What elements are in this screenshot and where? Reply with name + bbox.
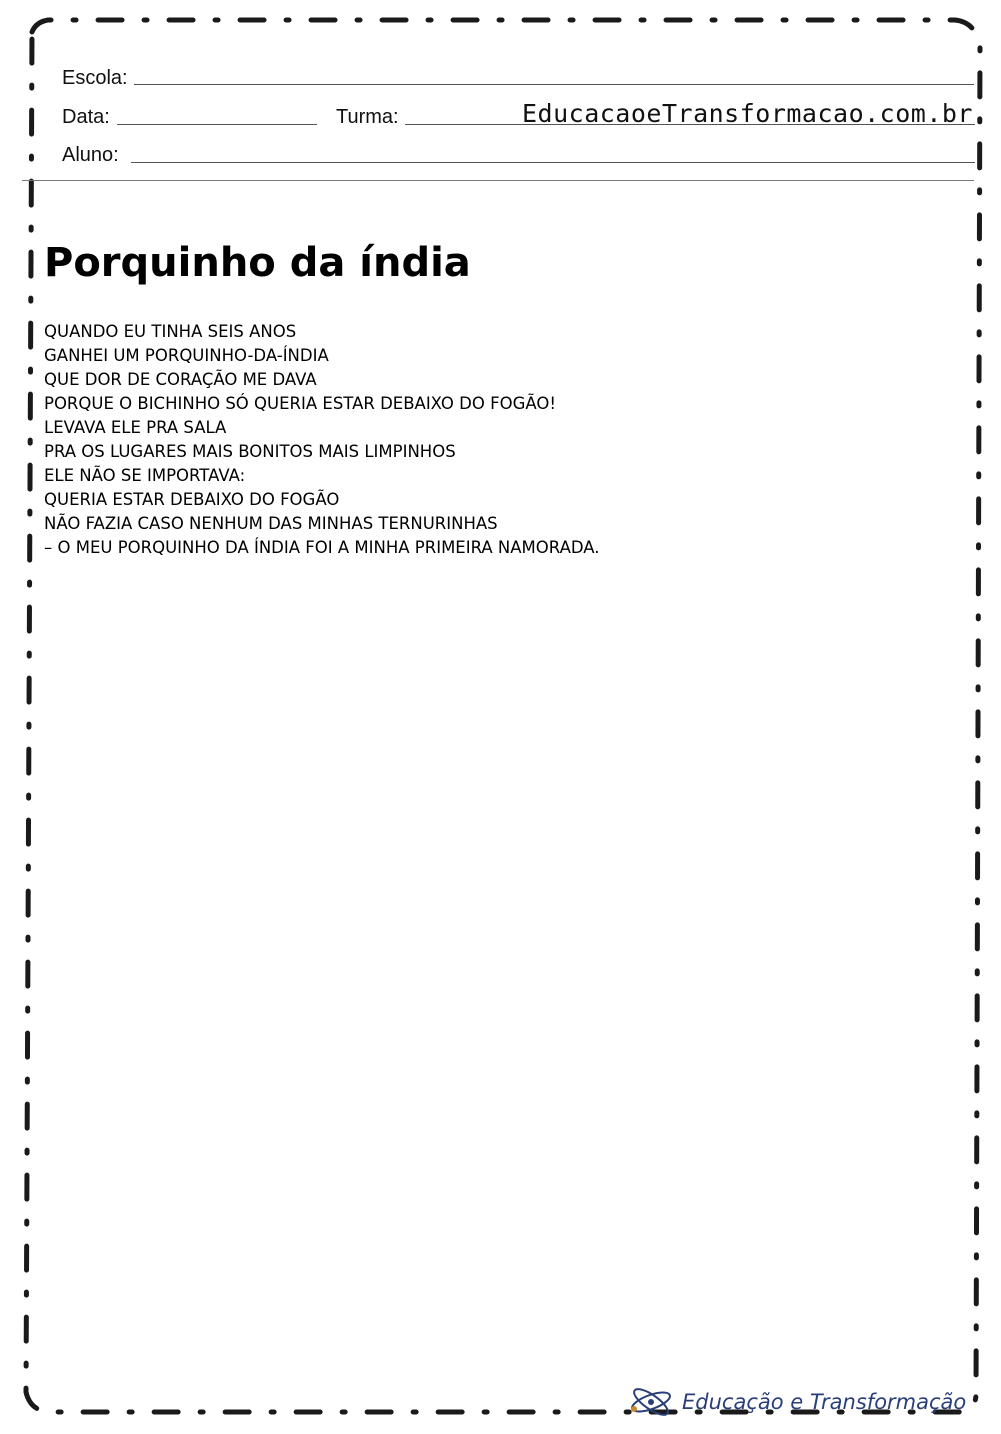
poem-line: GANHEI UM PORQUINHO-DA-ÍNDIA — [44, 346, 329, 365]
poem-line: ELE NÃO SE IMPORTAVA: — [44, 466, 246, 485]
poem-text — [44, 320, 600, 560]
header-divider — [22, 180, 974, 181]
brand-footer — [628, 1385, 966, 1419]
poem-line: QUE DOR DE CORAÇÃO ME DAVA — [44, 370, 317, 389]
poem-line: NÃO FAZIA CASO NENHUM DAS MINHAS TERNURINHAS — [44, 514, 498, 533]
student-label: Aluno: — [62, 144, 119, 166]
date-line[interactable] — [117, 124, 317, 125]
brand-name: Educação e Transformação — [682, 1390, 967, 1414]
class-label: Turma: — [336, 106, 399, 128]
poem-line: PRA OS LUGARES MAIS BONITOS MAIS LIMPINHOS — [44, 442, 456, 461]
atom-logo-icon — [628, 1385, 674, 1419]
poem-line: LEVAVA ELE PRA SALA — [44, 418, 227, 437]
poem-line: QUERIA ESTAR DEBAIXO DO FOGÃO — [44, 490, 340, 509]
site-url-watermark: EducacaoeTransformacao.com.br — [522, 99, 973, 128]
poem-line: – O MEU PORQUINHO DA ÍNDIA FOI A MINHA PRIMEIRA NAMORADA. — [44, 538, 600, 557]
page-title: Porquinho da índia — [44, 240, 471, 286]
poem-line: QUANDO EU TINHA SEIS ANOS — [44, 322, 297, 341]
date-label: Data: — [62, 106, 110, 128]
student-line[interactable] — [131, 162, 975, 163]
poem-line: PORQUE O BICHINHO SÓ QUERIA ESTAR DEBAIXO DO FOGÃO! — [44, 394, 556, 413]
school-line[interactable] — [134, 84, 974, 85]
school-label: Escola: — [62, 67, 128, 89]
